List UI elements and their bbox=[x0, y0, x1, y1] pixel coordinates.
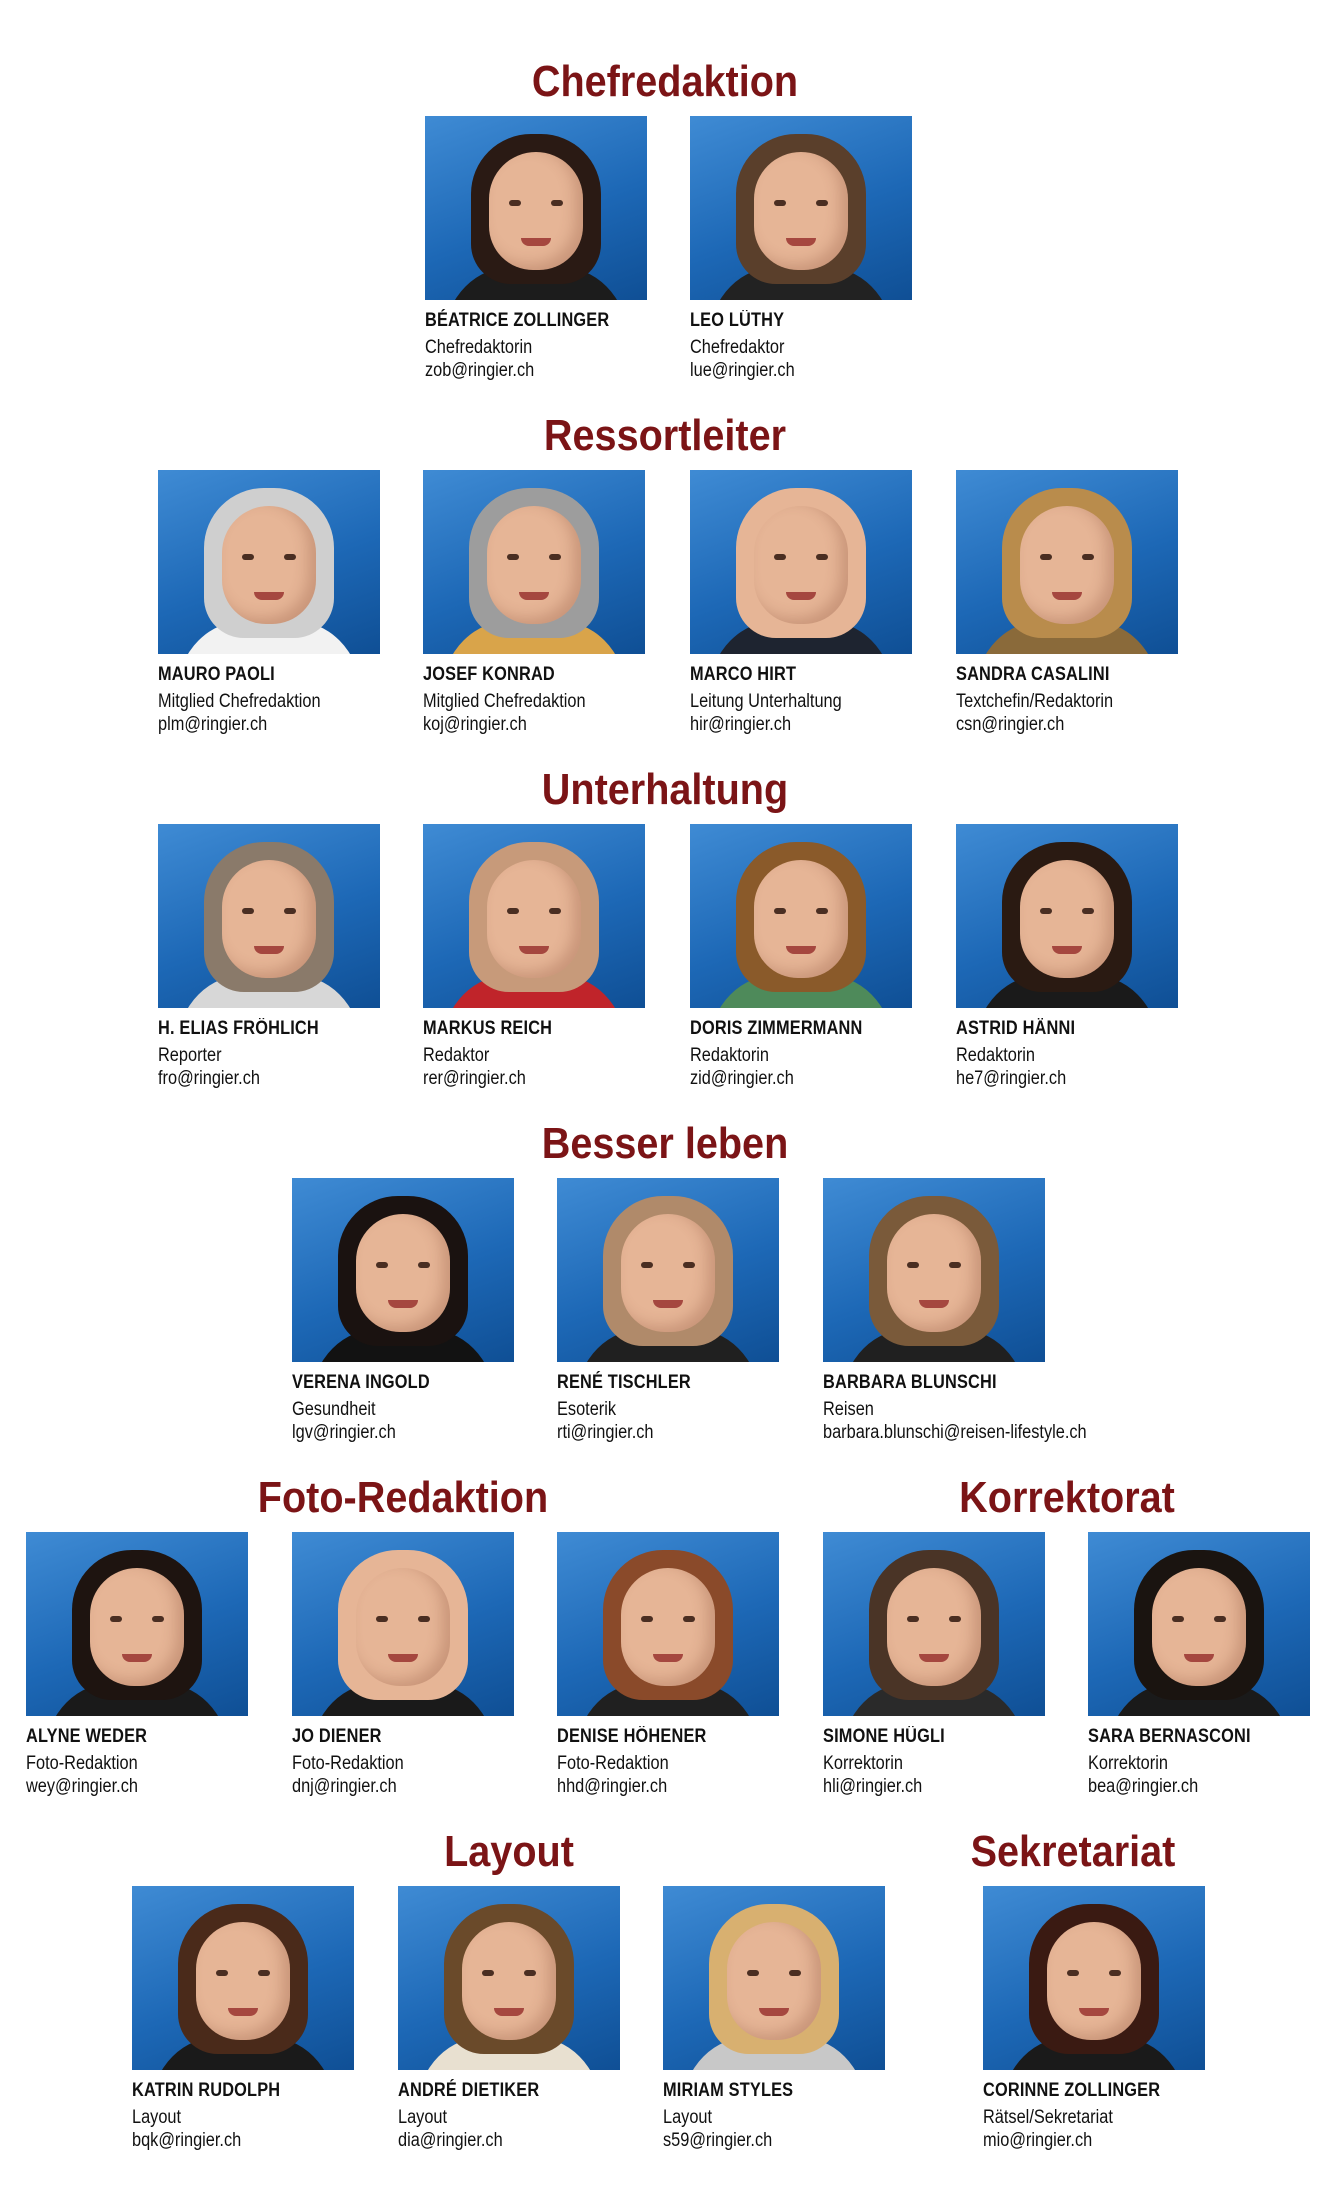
portrait-eyes bbox=[747, 1970, 801, 1978]
portrait-photo bbox=[690, 824, 912, 1008]
section-heading-foto-redaktion: Foto-Redaktion bbox=[257, 1473, 549, 1522]
portrait-eyes bbox=[509, 200, 563, 208]
portrait-mouth bbox=[653, 1654, 683, 1662]
person-name: ANDRÉ DIETIKER bbox=[398, 2080, 540, 2101]
portrait-mouth bbox=[494, 2008, 524, 2016]
portrait-photo bbox=[158, 470, 380, 654]
person-role: Chefredaktorin bbox=[425, 337, 533, 358]
person-card bbox=[158, 470, 418, 736]
portrait-eyes bbox=[1067, 1970, 1121, 1978]
portrait-eyes bbox=[907, 1262, 961, 1270]
person-email: dia@ringier.ch bbox=[398, 2130, 503, 2151]
person-role: Chefredaktor bbox=[690, 337, 785, 358]
person-email: lue@ringier.ch bbox=[690, 360, 795, 381]
portrait-face bbox=[1152, 1568, 1246, 1686]
portrait-eyes bbox=[507, 908, 561, 916]
person-role: Redaktor bbox=[423, 1045, 490, 1066]
portrait-face bbox=[754, 860, 848, 978]
person-email: lgv@ringier.ch bbox=[292, 1422, 396, 1443]
portrait-face bbox=[1020, 860, 1114, 978]
portrait-photo bbox=[663, 1886, 885, 2070]
person-role: Korrektorin bbox=[823, 1753, 903, 1774]
portrait-photo bbox=[1088, 1532, 1310, 1716]
person-card bbox=[956, 824, 1216, 1090]
portrait-eyes bbox=[242, 554, 296, 562]
person-email: bea@ringier.ch bbox=[1088, 1776, 1199, 1797]
portrait-face bbox=[887, 1214, 981, 1332]
portrait-photo bbox=[158, 824, 380, 1008]
portrait-face bbox=[727, 1922, 821, 2040]
portrait-photo bbox=[425, 116, 647, 300]
person-email: barbara.blunschi@reisen-lifestyle.ch bbox=[823, 1422, 1087, 1443]
portrait-face bbox=[90, 1568, 184, 1686]
person-email: zob@ringier.ch bbox=[425, 360, 535, 381]
portrait-photo bbox=[956, 824, 1178, 1008]
portrait-photo bbox=[292, 1532, 514, 1716]
person-card bbox=[557, 1178, 817, 1444]
section-heading-besser-leben: Besser leben bbox=[541, 1119, 789, 1168]
portrait-face bbox=[222, 506, 316, 624]
person-role: Foto-Redaktion bbox=[557, 1753, 669, 1774]
person-email: bqk@ringier.ch bbox=[132, 2130, 242, 2151]
portrait-eyes bbox=[641, 1262, 695, 1270]
portrait-eyes bbox=[641, 1616, 695, 1624]
portrait-photo bbox=[690, 470, 912, 654]
person-name: MARKUS REICH bbox=[423, 1018, 553, 1039]
portrait-mouth bbox=[786, 238, 816, 246]
person-name: DENISE HÖHENER bbox=[557, 1726, 707, 1747]
person-role: Foto-Redaktion bbox=[292, 1753, 404, 1774]
portrait-mouth bbox=[254, 592, 284, 600]
portrait-mouth bbox=[759, 2008, 789, 2016]
person-name: MARCO HIRT bbox=[690, 664, 797, 685]
person-name: KATRIN RUDOLPH bbox=[132, 2080, 281, 2101]
person-email: wey@ringier.ch bbox=[26, 1776, 138, 1797]
person-role: Gesundheit bbox=[292, 1399, 376, 1420]
portrait-face bbox=[754, 152, 848, 270]
portrait-eyes bbox=[774, 908, 828, 916]
person-email: csn@ringier.ch bbox=[956, 714, 1065, 735]
portrait-eyes bbox=[774, 200, 828, 208]
portrait-mouth bbox=[1052, 592, 1082, 600]
person-role: Layout bbox=[132, 2107, 182, 2128]
portrait-face bbox=[196, 1922, 290, 2040]
portrait-mouth bbox=[919, 1654, 949, 1662]
section-heading-sekretariat: Sekretariat bbox=[970, 1827, 1176, 1876]
person-card bbox=[690, 824, 950, 1090]
portrait-mouth bbox=[786, 946, 816, 954]
person-name: VERENA INGOLD bbox=[292, 1372, 430, 1393]
person-email: rti@ringier.ch bbox=[557, 1422, 654, 1443]
person-email: plm@ringier.ch bbox=[158, 714, 268, 735]
portrait-photo bbox=[423, 824, 645, 1008]
person-card bbox=[690, 470, 950, 736]
portrait-mouth bbox=[122, 1654, 152, 1662]
portrait-photo bbox=[132, 1886, 354, 2070]
portrait-mouth bbox=[1184, 1654, 1214, 1662]
person-email: he7@ringier.ch bbox=[956, 1068, 1067, 1089]
person-name: SIMONE HÜGLI bbox=[823, 1726, 945, 1747]
section-heading-ressortleiter: Ressortleiter bbox=[543, 411, 787, 460]
person-email: mio@ringier.ch bbox=[983, 2130, 1093, 2151]
portrait-mouth bbox=[228, 2008, 258, 2016]
person-card bbox=[132, 1886, 392, 2152]
person-email: koj@ringier.ch bbox=[423, 714, 527, 735]
portrait-photo bbox=[690, 116, 912, 300]
portrait-face bbox=[222, 860, 316, 978]
person-role: Textchefin/Redaktorin bbox=[956, 691, 1114, 712]
portrait-photo bbox=[423, 470, 645, 654]
person-card bbox=[557, 1532, 817, 1798]
person-name: CORINNE ZOLLINGER bbox=[983, 2080, 1161, 2101]
person-email: fro@ringier.ch bbox=[158, 1068, 260, 1089]
portrait-eyes bbox=[1040, 908, 1094, 916]
person-card bbox=[823, 1178, 1087, 1444]
portrait-photo bbox=[823, 1178, 1045, 1362]
person-email: zid@ringier.ch bbox=[690, 1068, 794, 1089]
person-role: Mitglied Chefredaktion bbox=[423, 691, 586, 712]
portrait-face bbox=[487, 860, 581, 978]
portrait-eyes bbox=[110, 1616, 164, 1624]
portrait-eyes bbox=[376, 1616, 430, 1624]
person-name: RENÉ TISCHLER bbox=[557, 1372, 691, 1393]
portrait-face bbox=[1047, 1922, 1141, 2040]
person-role: Layout bbox=[398, 2107, 448, 2128]
person-role: Reisen bbox=[823, 1399, 874, 1420]
person-card bbox=[690, 116, 950, 382]
portrait-face bbox=[621, 1214, 715, 1332]
person-name: MIRIAM STYLES bbox=[663, 2080, 794, 2101]
portrait-mouth bbox=[653, 1300, 683, 1308]
person-email: hir@ringier.ch bbox=[690, 714, 792, 735]
person-card bbox=[1088, 1532, 1330, 1798]
person-name: ALYNE WEDER bbox=[26, 1726, 148, 1747]
person-card bbox=[663, 1886, 923, 2152]
person-email: hhd@ringier.ch bbox=[557, 1776, 668, 1797]
portrait-face bbox=[621, 1568, 715, 1686]
section-heading-chefredaktion: Chefredaktion bbox=[531, 57, 799, 106]
section-heading-layout: Layout bbox=[444, 1827, 574, 1876]
portrait-eyes bbox=[907, 1616, 961, 1624]
portrait-mouth bbox=[1052, 946, 1082, 954]
person-card bbox=[983, 1886, 1243, 2152]
portrait-face bbox=[356, 1214, 450, 1332]
person-card bbox=[292, 1178, 552, 1444]
portrait-eyes bbox=[216, 1970, 270, 1978]
person-name: SARA BERNASCONI bbox=[1088, 1726, 1251, 1747]
person-card bbox=[425, 116, 685, 382]
person-role: Redaktorin bbox=[690, 1045, 770, 1066]
person-name: LEO LÜTHY bbox=[690, 310, 785, 331]
portrait-eyes bbox=[507, 554, 561, 562]
portrait-eyes bbox=[242, 908, 296, 916]
portrait-photo bbox=[823, 1532, 1045, 1716]
person-name: MAURO PAOLI bbox=[158, 664, 275, 685]
portrait-face bbox=[887, 1568, 981, 1686]
portrait-eyes bbox=[1172, 1616, 1226, 1624]
portrait-mouth bbox=[388, 1654, 418, 1662]
portrait-face bbox=[489, 152, 583, 270]
person-card bbox=[823, 1532, 1083, 1798]
section-heading-unterhaltung: Unterhaltung bbox=[541, 765, 789, 814]
person-card bbox=[292, 1532, 552, 1798]
portrait-face bbox=[487, 506, 581, 624]
person-role: Mitglied Chefredaktion bbox=[158, 691, 321, 712]
person-email: hli@ringier.ch bbox=[823, 1776, 923, 1797]
portrait-photo bbox=[983, 1886, 1205, 2070]
portrait-mouth bbox=[1079, 2008, 1109, 2016]
portrait-face bbox=[754, 506, 848, 624]
portrait-eyes bbox=[482, 1970, 536, 1978]
person-card bbox=[26, 1532, 286, 1798]
person-name: DORIS ZIMMERMANN bbox=[690, 1018, 863, 1039]
portrait-mouth bbox=[521, 238, 551, 246]
portrait-mouth bbox=[254, 946, 284, 954]
portrait-eyes bbox=[376, 1262, 430, 1270]
portrait-mouth bbox=[519, 592, 549, 600]
person-name: BARBARA BLUNSCHI bbox=[823, 1372, 997, 1393]
person-name: JOSEF KONRAD bbox=[423, 664, 555, 685]
portrait-photo bbox=[292, 1178, 514, 1362]
portrait-mouth bbox=[388, 1300, 418, 1308]
person-card bbox=[398, 1886, 658, 2152]
person-name: BÉATRICE ZOLLINGER bbox=[425, 310, 610, 331]
portrait-mouth bbox=[786, 592, 816, 600]
portrait-photo bbox=[26, 1532, 248, 1716]
person-email: rer@ringier.ch bbox=[423, 1068, 526, 1089]
person-role: Leitung Unterhaltung bbox=[690, 691, 842, 712]
person-role: Rätsel/Sekretariat bbox=[983, 2107, 1113, 2128]
person-name: H. ELIAS FRÖHLICH bbox=[158, 1018, 319, 1039]
portrait-face bbox=[462, 1922, 556, 2040]
person-email: s59@ringier.ch bbox=[663, 2130, 773, 2151]
portrait-mouth bbox=[519, 946, 549, 954]
portrait-photo bbox=[557, 1178, 779, 1362]
person-name: JO DIENER bbox=[292, 1726, 382, 1747]
person-card bbox=[158, 824, 418, 1090]
person-card bbox=[423, 470, 683, 736]
person-email: dnj@ringier.ch bbox=[292, 1776, 397, 1797]
person-name: ASTRID HÄNNI bbox=[956, 1018, 1076, 1039]
person-card bbox=[956, 470, 1216, 736]
person-role: Redaktorin bbox=[956, 1045, 1036, 1066]
portrait-face bbox=[356, 1568, 450, 1686]
portrait-photo bbox=[557, 1532, 779, 1716]
portrait-photo bbox=[398, 1886, 620, 2070]
portrait-eyes bbox=[774, 554, 828, 562]
portrait-mouth bbox=[919, 1300, 949, 1308]
portrait-photo bbox=[956, 470, 1178, 654]
person-name: SANDRA CASALINI bbox=[956, 664, 1110, 685]
person-card bbox=[423, 824, 683, 1090]
person-role: Layout bbox=[663, 2107, 713, 2128]
person-role: Korrektorin bbox=[1088, 1753, 1168, 1774]
person-role: Foto-Redaktion bbox=[26, 1753, 138, 1774]
section-heading-korrektorat: Korrektorat bbox=[959, 1473, 1175, 1522]
person-role: Esoterik bbox=[557, 1399, 617, 1420]
person-role: Reporter bbox=[158, 1045, 222, 1066]
portrait-face bbox=[1020, 506, 1114, 624]
portrait-eyes bbox=[1040, 554, 1094, 562]
